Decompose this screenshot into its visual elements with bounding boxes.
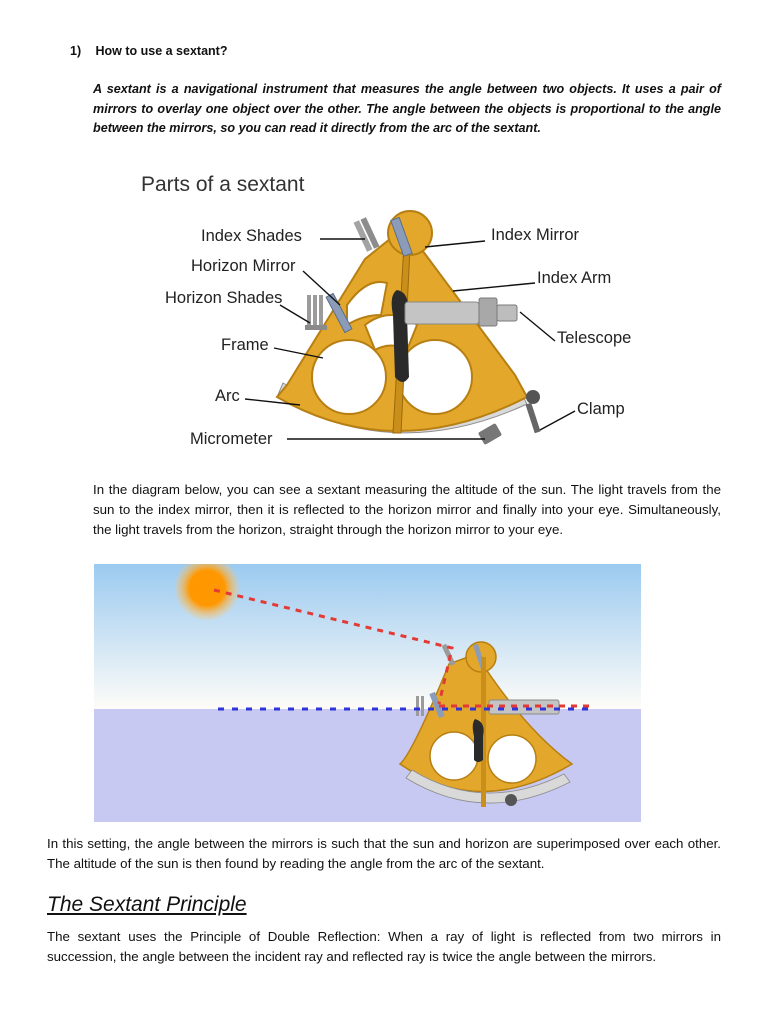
label-index-mirror: Index Mirror — [491, 226, 580, 244]
question-title: How to use a sextant? — [95, 44, 228, 58]
label-frame: Frame — [221, 336, 269, 354]
intro-paragraph: A sextant is a navigational instrument that measures the angle between two objects. It uses a pair of mirrors to overlay one object over the other. The angle between the objects is proportional to the angle between the mirrors, so you can read it directly from the arc of the sextant. — [93, 82, 721, 136]
label-arc: Arc — [215, 387, 240, 405]
label-micrometer: Micrometer — [190, 430, 273, 448]
micrometer — [478, 423, 502, 445]
paragraph-diagram-explanation: In the diagram below, you can see a sextant measuring the altitude of the sun. The light travels from the sun to the index mirror, then it is reflected to the horizon mirror and finally into your eye. Simultaneously, the light travels from the horizon, straight through the horizon mirror to your eye. — [93, 482, 721, 537]
label-horizon-mirror: Horizon Mirror — [191, 257, 296, 275]
label-index-arm: Index Arm — [537, 269, 612, 287]
clamp — [526, 390, 540, 404]
sun-altitude-diagram — [94, 564, 641, 822]
label-clamp: Clamp — [577, 400, 625, 418]
parts-of-sextant-diagram — [135, 165, 665, 465]
label-telescope: Telescope — [557, 329, 632, 347]
question-number: 1) — [70, 44, 82, 58]
diagram-title: Parts of a sextant — [141, 173, 305, 196]
telescope — [405, 298, 517, 326]
section-heading: The Sextant Principle — [47, 893, 247, 916]
paragraph-setting: In this setting, the angle between the mirrors is such that the sun and horizon are superimposed over each other. The altitude of the sun is then found by reading the angle from the arc of the sextant. — [47, 836, 721, 871]
label-horizon-shades: Horizon Shades — [165, 289, 283, 307]
question-heading — [70, 44, 227, 58]
paragraph-principle: The sextant uses the Principle of Double Reflection: When a ray of light is reflected from two mirrors in succession, the angle between the incident ray and reflected ray is twice the angle between the mirrors. — [47, 929, 721, 964]
label-index-shades: Index Shades — [201, 227, 302, 245]
index-shades — [354, 217, 380, 252]
